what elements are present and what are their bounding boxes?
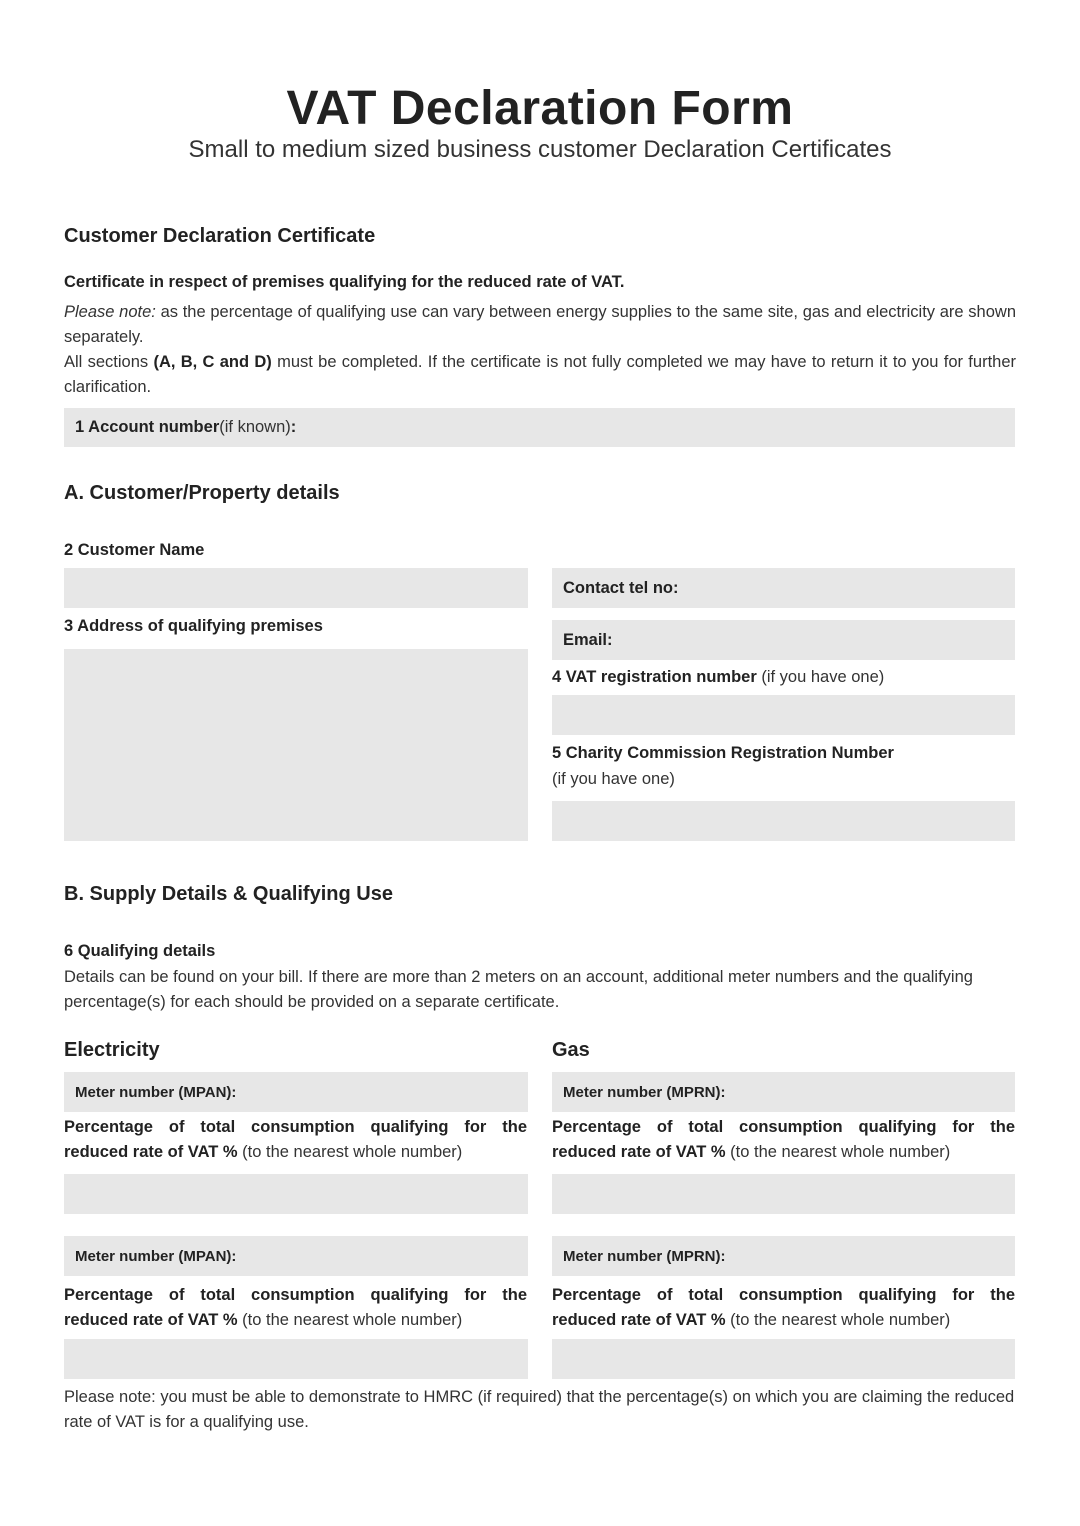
electricity-meter-1-field[interactable] bbox=[64, 1072, 528, 1112]
vat-registration-label: 4 VAT registration number (if you have one) bbox=[552, 668, 885, 686]
account-number-field[interactable] bbox=[64, 408, 1015, 447]
account-number-label: 1 Account number (if known) : bbox=[75, 418, 297, 436]
gas-pct-1-label: Percentage of total consumption qualifying for the reduced rate of VAT % (to the nearest whole number) bbox=[552, 1118, 1015, 1161]
mprn-label: Meter number (MPRN): bbox=[563, 1247, 726, 1265]
qualifying-label: 6 Qualifying details bbox=[64, 942, 216, 960]
electricity-pct-1-field[interactable] bbox=[64, 1174, 528, 1214]
qualifying-text: Details can be found on your bill. If there are more than 2 meters on an account, additional meter numbers and the qualifying percentage(s) for each should be provided on a separate certificate. bbox=[64, 968, 973, 1011]
gas-meter-1-field[interactable] bbox=[552, 1072, 1015, 1112]
sections-bold: (A, B, C and D) bbox=[153, 353, 272, 371]
sections-paragraph bbox=[64, 350, 1016, 400]
form-subtitle: Small to medium sized business customer Declaration Certificates bbox=[188, 136, 892, 163]
email-label: Email: bbox=[563, 630, 613, 649]
account-number-hint: (if known) bbox=[219, 418, 291, 436]
note-paragraph bbox=[64, 300, 1016, 350]
customer-name-field[interactable] bbox=[64, 568, 528, 608]
mprn-label: Meter number (MPRN): bbox=[563, 1083, 726, 1101]
electricity-pct-2-label: Percentage of total consumption qualifying for the reduced rate of VAT % (to the nearest whole number) bbox=[64, 1286, 527, 1329]
note-label: Please note: bbox=[64, 303, 156, 321]
address-field[interactable] bbox=[64, 649, 528, 841]
footer-note: Please note: you must be able to demonstrate to HMRC (if required) that the percentage(s) on which you are claiming the reduced rate of VAT is for a qualifying use. bbox=[64, 1388, 1015, 1431]
gas-pct-1-field[interactable] bbox=[552, 1174, 1015, 1214]
customer-name-label: 2 Customer Name bbox=[64, 541, 205, 559]
sections-pre: All sections bbox=[64, 353, 154, 371]
certificate-line: Certificate in respect of premises qualifying for the reduced rate of VAT. bbox=[64, 273, 625, 291]
certificate-heading: Customer Declaration Certificate bbox=[64, 225, 376, 247]
sections-post: must be completed. If the certificate is not fully completed we may have to return it to you for further clarification. bbox=[64, 353, 1016, 396]
gas-pct-2-label: Percentage of total consumption qualifying for the reduced rate of VAT % (to the nearest whole number) bbox=[552, 1286, 1015, 1329]
electricity-pct-1-label: Percentage of total consumption qualifying for the reduced rate of VAT % (to the nearest whole number) bbox=[64, 1118, 527, 1161]
electricity-meter-2-field[interactable] bbox=[64, 1236, 528, 1276]
gas-heading: Gas bbox=[552, 1039, 590, 1061]
electricity-heading: Electricity bbox=[64, 1039, 160, 1061]
address-label: 3 Address of qualifying premises bbox=[64, 617, 323, 635]
charity-label: 5 Charity Commission Registration Number bbox=[552, 744, 894, 762]
charity-hint: (if you have one) bbox=[552, 770, 675, 788]
mpan-label: Meter number (MPAN): bbox=[75, 1083, 237, 1101]
section-b-heading: B. Supply Details & Qualifying Use bbox=[64, 883, 393, 905]
electricity-pct-2-field[interactable] bbox=[64, 1339, 528, 1379]
vat-registration-hint: (if you have one) bbox=[756, 668, 885, 686]
email-field[interactable] bbox=[552, 620, 1015, 660]
charity-field[interactable] bbox=[552, 801, 1015, 841]
contact-tel-field[interactable] bbox=[552, 568, 1015, 608]
section-a-heading: A. Customer/Property details bbox=[64, 482, 340, 504]
gas-meter-2-field[interactable] bbox=[552, 1236, 1015, 1276]
vat-registration-field[interactable] bbox=[552, 695, 1015, 735]
form-title: VAT Declaration Form bbox=[286, 82, 794, 135]
gas-pct-2-field[interactable] bbox=[552, 1339, 1015, 1379]
note-text: as the percentage of qualifying use can vary between energy supplies to the same site, gas and electricity are shown separately. bbox=[64, 303, 1017, 346]
contact-tel-label: Contact tel no: bbox=[563, 578, 679, 597]
mpan-label: Meter number (MPAN): bbox=[75, 1247, 237, 1265]
